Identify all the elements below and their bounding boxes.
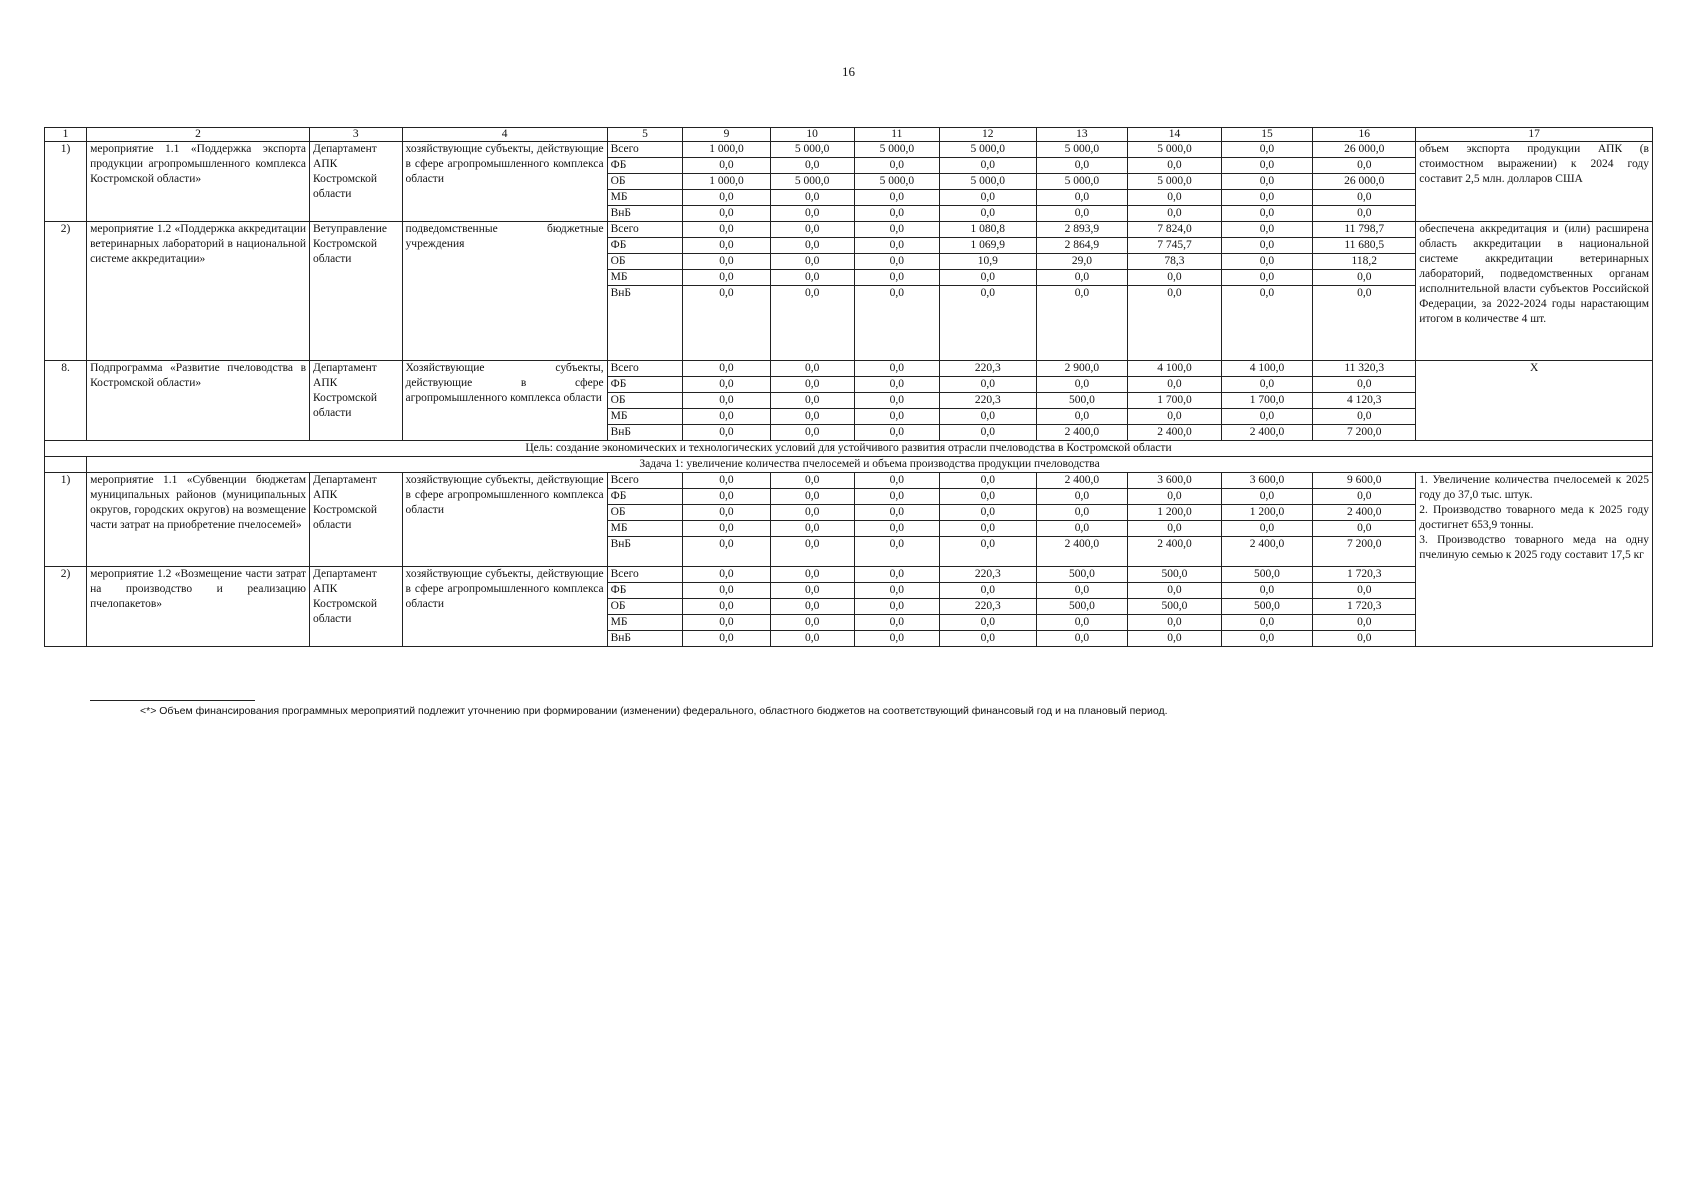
amount-cell: 0,0 [854, 615, 939, 631]
table-row [45, 473, 1653, 489]
amount-cell: 1 200,0 [1221, 505, 1312, 521]
amount-cell: 500,0 [1221, 599, 1312, 615]
funding-source: ВнБ [607, 286, 683, 361]
amount-cell: 0,0 [1221, 174, 1312, 190]
amount-cell: 0,0 [683, 238, 770, 254]
expected-result: Х [1416, 361, 1653, 441]
page-number: 16 [842, 64, 855, 79]
amount-cell: 0,0 [854, 270, 939, 286]
amount-cell: 0,0 [854, 425, 939, 441]
amount-cell: 78,3 [1128, 254, 1222, 270]
amount-cell: 0,0 [854, 583, 939, 599]
amount-cell: 0,0 [1221, 631, 1312, 647]
funding-source: ОБ [607, 254, 683, 270]
amount-cell: 0,0 [1128, 631, 1222, 647]
amount-cell: 0,0 [1128, 270, 1222, 286]
table-row [45, 361, 1653, 377]
funding-source: Всего [607, 142, 683, 158]
funding-source: Всего [607, 361, 683, 377]
amount-cell: 0,0 [683, 521, 770, 537]
funding-source: ФБ [607, 583, 683, 599]
amount-cell: 0,0 [939, 425, 1036, 441]
column-header: 14 [1128, 128, 1222, 142]
header-row [45, 128, 1653, 142]
amount-cell: 0,0 [683, 567, 770, 583]
amount-cell: 2 400,0 [1036, 425, 1127, 441]
amount-cell: 10,9 [939, 254, 1036, 270]
amount-cell: 0,0 [1313, 270, 1416, 286]
amount-cell: 0,0 [770, 631, 854, 647]
amount-cell: 0,0 [1036, 409, 1127, 425]
column-header: 16 [1313, 128, 1416, 142]
amount-cell: 500,0 [1036, 567, 1127, 583]
amount-cell: 1 720,3 [1313, 567, 1416, 583]
amount-cell: 0,0 [854, 567, 939, 583]
amount-cell: 220,3 [939, 599, 1036, 615]
amount-cell: 0,0 [1313, 377, 1416, 393]
amount-cell: 0,0 [770, 489, 854, 505]
measure-name: мероприятие 1.1 «Субвенции бюджетам муниципальных районов (муниципальных округов, городских округов) на возмещение части затрат на приобретение пчелосемей» [87, 473, 310, 567]
amount-cell: 7 745,7 [1128, 238, 1222, 254]
amount-cell: 5 000,0 [939, 174, 1036, 190]
row-number: 1) [45, 473, 87, 567]
expected-result: обеспечена аккредитация и (или) расширена область аккредитации в национальной системе аккредитации ветеринарных лабораторий, подведомственных органам исполнительной власти субъектов Российской Федерации, за 2022-2024 годы нарастающим итогом в количестве 4 шт. [1416, 222, 1653, 361]
amount-cell: 0,0 [770, 425, 854, 441]
funding-source: ВнБ [607, 425, 683, 441]
amount-cell: 9 600,0 [1313, 473, 1416, 489]
amount-cell: 0,0 [1221, 190, 1312, 206]
column-header: 12 [939, 128, 1036, 142]
amount-cell: 0,0 [854, 190, 939, 206]
amount-cell: 0,0 [1128, 489, 1222, 505]
amount-cell: 0,0 [1221, 615, 1312, 631]
amount-cell: 0,0 [770, 615, 854, 631]
amount-cell: 4 120,3 [1313, 393, 1416, 409]
column-header: 9 [683, 128, 770, 142]
amount-cell: 0,0 [939, 615, 1036, 631]
amount-cell: 0,0 [854, 409, 939, 425]
amount-cell: 0,0 [939, 206, 1036, 222]
amount-cell: 0,0 [683, 158, 770, 174]
amount-cell: 0,0 [1313, 158, 1416, 174]
amount-cell: 5 000,0 [770, 174, 854, 190]
amount-cell: 0,0 [683, 270, 770, 286]
amount-cell: 0,0 [1036, 377, 1127, 393]
task-text: Задача 1: увеличение количества пчелосемей и объема производства продукции пчеловодства [87, 457, 1653, 473]
amount-cell: 1 700,0 [1221, 393, 1312, 409]
funding-source: ВнБ [607, 631, 683, 647]
amount-cell: 1 000,0 [683, 174, 770, 190]
amount-cell: 0,0 [683, 537, 770, 567]
amount-cell: 2 900,0 [1036, 361, 1127, 377]
amount-cell: 5 000,0 [854, 142, 939, 158]
amount-cell: 0,0 [683, 286, 770, 361]
amount-cell: 0,0 [939, 489, 1036, 505]
amount-cell: 3 600,0 [1128, 473, 1222, 489]
participants: Хозяйствующие субъекты, действующие в сфере агропромышленного комплекса области [402, 361, 607, 441]
amount-cell: 0,0 [1036, 521, 1127, 537]
amount-cell: 0,0 [770, 238, 854, 254]
funding-source: ФБ [607, 489, 683, 505]
funding-source: ВнБ [607, 206, 683, 222]
funding-source: ФБ [607, 158, 683, 174]
measure-name: мероприятие 1.2 «Поддержка аккредитации ветеринарных лабораторий в национальной системе аккредитации» [87, 222, 310, 361]
amount-cell: 1 069,9 [939, 238, 1036, 254]
amount-cell: 0,0 [1036, 190, 1127, 206]
amount-cell: 0,0 [683, 505, 770, 521]
expected-result: 1. Увеличение количества пчелосемей к 2025 году до 37,0 тыс. штук. 2. Производство товарного меда к 2025 году достигнет 653,9 тонны. 3. Производство товарного меда на одну пчелиную семью к 2025 году составит 17,5 кг [1416, 473, 1653, 647]
column-header: 5 [607, 128, 683, 142]
amount-cell: 0,0 [854, 521, 939, 537]
amount-cell: 0,0 [1128, 615, 1222, 631]
funding-source: ОБ [607, 505, 683, 521]
amount-cell: 2 400,0 [1221, 537, 1312, 567]
amount-cell: 0,0 [1221, 270, 1312, 286]
amount-cell: 0,0 [1313, 521, 1416, 537]
amount-cell: 0,0 [1036, 206, 1127, 222]
amount-cell: 0,0 [1313, 286, 1416, 361]
participants: подведомственные бюджетные учреждения [402, 222, 607, 361]
amount-cell: 0,0 [683, 254, 770, 270]
amount-cell: 0,0 [1221, 377, 1312, 393]
amount-cell: 0,0 [1036, 615, 1127, 631]
amount-cell: 0,0 [854, 631, 939, 647]
amount-cell: 0,0 [939, 409, 1036, 425]
amount-cell: 0,0 [939, 631, 1036, 647]
funding-source: МБ [607, 615, 683, 631]
amount-cell: 0,0 [770, 505, 854, 521]
amount-cell: 0,0 [770, 521, 854, 537]
amount-cell: 5 000,0 [1036, 142, 1127, 158]
amount-cell: 29,0 [1036, 254, 1127, 270]
amount-cell: 0,0 [1221, 238, 1312, 254]
task-spacer [45, 457, 87, 473]
amount-cell: 0,0 [770, 361, 854, 377]
row-number: 2) [45, 567, 87, 647]
amount-cell: 0,0 [939, 505, 1036, 521]
amount-cell: 0,0 [939, 158, 1036, 174]
executor: Департамент АПК Костромской области [310, 473, 403, 567]
column-header: 2 [87, 128, 310, 142]
amount-cell: 0,0 [683, 425, 770, 441]
amount-cell: 0,0 [683, 583, 770, 599]
amount-cell: 7 824,0 [1128, 222, 1222, 238]
amount-cell: 0,0 [854, 599, 939, 615]
column-header: 17 [1416, 128, 1653, 142]
amount-cell: 0,0 [770, 286, 854, 361]
amount-cell: 0,0 [770, 158, 854, 174]
amount-cell: 5 000,0 [1128, 142, 1222, 158]
amount-cell: 11 798,7 [1313, 222, 1416, 238]
amount-cell: 0,0 [1128, 190, 1222, 206]
amount-cell: 0,0 [683, 190, 770, 206]
amount-cell: 2 400,0 [1128, 537, 1222, 567]
funding-source: ФБ [607, 238, 683, 254]
participants: хозяйствующие субъекты, действующие в сфере агропромышленного комплекса области [402, 473, 607, 567]
amount-cell: 0,0 [1221, 206, 1312, 222]
amount-cell: 0,0 [1221, 286, 1312, 361]
amount-cell: 0,0 [1221, 521, 1312, 537]
amount-cell: 0,0 [854, 505, 939, 521]
row-number: 8. [45, 361, 87, 441]
amount-cell: 0,0 [939, 537, 1036, 567]
amount-cell: 1 700,0 [1128, 393, 1222, 409]
amount-cell: 0,0 [854, 473, 939, 489]
amount-cell: 0,0 [854, 254, 939, 270]
goal-row [45, 441, 1653, 457]
amount-cell: 26 000,0 [1313, 142, 1416, 158]
amount-cell: 2 400,0 [1036, 537, 1127, 567]
amount-cell: 1 720,3 [1313, 599, 1416, 615]
table-row [45, 222, 1653, 238]
amount-cell: 0,0 [854, 238, 939, 254]
amount-cell: 0,0 [770, 567, 854, 583]
funding-source: ФБ [607, 377, 683, 393]
amount-cell: 2 400,0 [1036, 473, 1127, 489]
column-header: 15 [1221, 128, 1312, 142]
amount-cell: 2 864,9 [1036, 238, 1127, 254]
amount-cell: 0,0 [770, 583, 854, 599]
amount-cell: 0,0 [1128, 286, 1222, 361]
measure-name: мероприятие 1.2 «Возмещение части затрат на производство и реализацию пчелопакетов» [87, 567, 310, 647]
funding-source: МБ [607, 409, 683, 425]
amount-cell: 0,0 [770, 270, 854, 286]
funding-source: Всего [607, 567, 683, 583]
amount-cell: 0,0 [770, 206, 854, 222]
participants: хозяйствующие субъекты, действующие в сфере агропромышленного комплекса области [402, 567, 607, 647]
amount-cell: 0,0 [1036, 505, 1127, 521]
row-number: 1) [45, 142, 87, 222]
amount-cell: 500,0 [1128, 599, 1222, 615]
amount-cell: 0,0 [1036, 270, 1127, 286]
amount-cell: 0,0 [939, 377, 1036, 393]
amount-cell: 4 100,0 [1221, 361, 1312, 377]
column-header: 10 [770, 128, 854, 142]
amount-cell: 0,0 [854, 537, 939, 567]
amount-cell: 0,0 [854, 377, 939, 393]
funding-source: ОБ [607, 599, 683, 615]
amount-cell: 11 320,3 [1313, 361, 1416, 377]
amount-cell: 0,0 [683, 631, 770, 647]
funding-source: Всего [607, 222, 683, 238]
amount-cell: 0,0 [1128, 206, 1222, 222]
amount-cell: 0,0 [1313, 206, 1416, 222]
amount-cell: 0,0 [1128, 521, 1222, 537]
amount-cell: 0,0 [1313, 615, 1416, 631]
amount-cell: 0,0 [1313, 583, 1416, 599]
goal-text: Цель: создание экономических и технологических условий для устойчивого развития отрасли пчеловодства в Костромской области [45, 441, 1653, 457]
amount-cell: 0,0 [683, 206, 770, 222]
funding-source: МБ [607, 190, 683, 206]
amount-cell: 2 400,0 [1221, 425, 1312, 441]
amount-cell: 0,0 [770, 393, 854, 409]
amount-cell: 0,0 [854, 361, 939, 377]
amount-cell: 5 000,0 [1036, 174, 1127, 190]
column-header: 3 [310, 128, 403, 142]
amount-cell: 7 200,0 [1313, 425, 1416, 441]
funding-source: МБ [607, 270, 683, 286]
amount-cell: 5 000,0 [939, 142, 1036, 158]
column-header: 13 [1036, 128, 1127, 142]
amount-cell: 7 200,0 [1313, 537, 1416, 567]
executor: Ветуправление Костромской области [310, 222, 403, 361]
amount-cell: 220,3 [939, 567, 1036, 583]
amount-cell: 1 000,0 [683, 142, 770, 158]
amount-cell: 0,0 [1221, 583, 1312, 599]
amount-cell: 5 000,0 [854, 174, 939, 190]
amount-cell: 0,0 [770, 222, 854, 238]
program-table [44, 127, 1653, 647]
amount-cell: 0,0 [854, 158, 939, 174]
funding-source: ОБ [607, 393, 683, 409]
table-row [45, 142, 1653, 158]
amount-cell: 3 600,0 [1221, 473, 1312, 489]
amount-cell: 5 000,0 [770, 142, 854, 158]
amount-cell: 0,0 [854, 286, 939, 361]
measure-name: Подпрограмма «Развитие пчеловодства в Костромской области» [87, 361, 310, 441]
amount-cell: 1 200,0 [1128, 505, 1222, 521]
amount-cell: 2 400,0 [1313, 505, 1416, 521]
amount-cell: 4 100,0 [1128, 361, 1222, 377]
table-row [45, 567, 1653, 583]
amount-cell: 0,0 [1128, 158, 1222, 174]
amount-cell: 0,0 [1313, 409, 1416, 425]
amount-cell: 26 000,0 [1313, 174, 1416, 190]
amount-cell: 0,0 [770, 599, 854, 615]
amount-cell: 0,0 [683, 615, 770, 631]
funding-source: МБ [607, 521, 683, 537]
participants: хозяйствующие субъекты, действующие в сфере агропромышленного комплекса области [402, 142, 607, 222]
amount-cell: 0,0 [1221, 489, 1312, 505]
amount-cell: 2 893,9 [1036, 222, 1127, 238]
executor: Департамент АПК Костромской области [310, 361, 403, 441]
funding-source: ВнБ [607, 537, 683, 567]
amount-cell: 500,0 [1036, 599, 1127, 615]
amount-cell: 0,0 [1128, 377, 1222, 393]
amount-cell: 0,0 [1313, 631, 1416, 647]
amount-cell: 1 080,8 [939, 222, 1036, 238]
funding-source: Всего [607, 473, 683, 489]
amount-cell: 0,0 [939, 286, 1036, 361]
amount-cell: 0,0 [683, 409, 770, 425]
amount-cell: 0,0 [683, 361, 770, 377]
amount-cell: 500,0 [1128, 567, 1222, 583]
amount-cell: 0,0 [770, 409, 854, 425]
amount-cell: 0,0 [1221, 158, 1312, 174]
amount-cell: 0,0 [939, 190, 1036, 206]
amount-cell: 0,0 [939, 583, 1036, 599]
amount-cell: 0,0 [770, 254, 854, 270]
amount-cell: 0,0 [1313, 489, 1416, 505]
column-header: 4 [402, 128, 607, 142]
measure-name: мероприятие 1.1 «Поддержка экспорта продукции агропромышленного комплекса Костромской области» [87, 142, 310, 222]
amount-cell: 500,0 [1221, 567, 1312, 583]
footnote-separator [90, 700, 255, 701]
amount-cell: 0,0 [939, 270, 1036, 286]
amount-cell: 0,0 [683, 377, 770, 393]
amount-cell: 0,0 [770, 473, 854, 489]
amount-cell: 0,0 [683, 393, 770, 409]
amount-cell: 0,0 [683, 599, 770, 615]
amount-cell: 220,3 [939, 361, 1036, 377]
amount-cell: 0,0 [1128, 583, 1222, 599]
amount-cell: 0,0 [1221, 254, 1312, 270]
amount-cell: 0,0 [1036, 286, 1127, 361]
amount-cell: 0,0 [939, 521, 1036, 537]
task-row [45, 457, 1653, 473]
amount-cell: 2 400,0 [1128, 425, 1222, 441]
amount-cell: 0,0 [1221, 142, 1312, 158]
amount-cell: 0,0 [939, 473, 1036, 489]
amount-cell: 0,0 [1036, 583, 1127, 599]
amount-cell: 118,2 [1313, 254, 1416, 270]
amount-cell: 0,0 [770, 190, 854, 206]
amount-cell: 0,0 [770, 537, 854, 567]
column-header: 11 [854, 128, 939, 142]
amount-cell: 0,0 [683, 222, 770, 238]
column-header: 1 [45, 128, 87, 142]
executor: Департамент АПК Костромской области [310, 567, 403, 647]
amount-cell: 0,0 [1313, 190, 1416, 206]
amount-cell: 0,0 [1036, 631, 1127, 647]
funding-source: ОБ [607, 174, 683, 190]
amount-cell: 0,0 [1221, 409, 1312, 425]
row-number: 2) [45, 222, 87, 361]
amount-cell: 0,0 [854, 489, 939, 505]
amount-cell: 500,0 [1036, 393, 1127, 409]
amount-cell: 0,0 [683, 489, 770, 505]
amount-cell: 5 000,0 [1128, 174, 1222, 190]
expected-result: объем экспорта продукции АПК (в стоимостном выражении) к 2024 году составит 2,5 млн. долларов США [1416, 142, 1653, 222]
amount-cell: 0,0 [683, 473, 770, 489]
amount-cell: 0,0 [854, 393, 939, 409]
amount-cell: 0,0 [1128, 409, 1222, 425]
executor: Департамент АПК Костромской области [310, 142, 403, 222]
amount-cell: 0,0 [1036, 158, 1127, 174]
footnote: <*> Объем финансирования программных мероприятий подлежит уточнению при формировании (изменении) федерального, областного бюджетов на соответствующий финансовый год и на плановый период. [140, 705, 1168, 717]
amount-cell: 0,0 [854, 222, 939, 238]
amount-cell: 0,0 [770, 377, 854, 393]
amount-cell: 11 680,5 [1313, 238, 1416, 254]
amount-cell: 220,3 [939, 393, 1036, 409]
amount-cell: 0,0 [1036, 489, 1127, 505]
amount-cell: 0,0 [854, 206, 939, 222]
amount-cell: 0,0 [1221, 222, 1312, 238]
